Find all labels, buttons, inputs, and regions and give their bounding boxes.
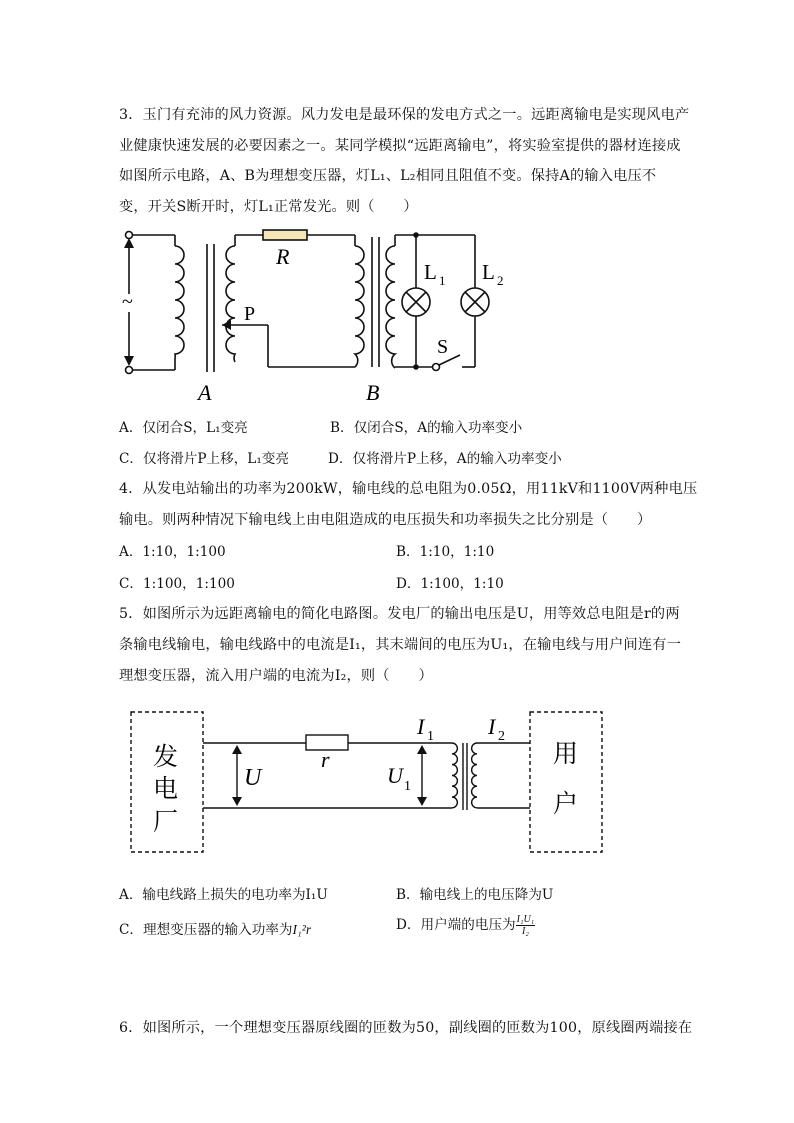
voltage-u1-subscript: 1	[404, 779, 411, 794]
slider-p-label: P	[244, 303, 256, 325]
plant-char-1: 发	[153, 744, 179, 771]
q5-option-d[interactable]	[396, 913, 535, 937]
q3-circuit-figure	[110, 222, 520, 407]
q5-option-c-text: C．理想变压器的输入功率为	[119, 922, 293, 938]
q5-line-2: 条输电线输电，输电线路中的电流是I₁，其末端间的电压为U₁，在输电线与用户间连有一	[119, 637, 682, 653]
current-i2-subscript: 2	[498, 729, 505, 744]
fraction-denominator: I₂	[522, 926, 529, 937]
q4-option-a[interactable]: A．1:10，1:100	[119, 544, 226, 560]
q3-line-4: 变，开关S断开时，灯L₁正常发光。则（ ）	[119, 199, 418, 215]
current-i1-subscript: 1	[427, 729, 434, 744]
resistor-r-label: R	[276, 244, 290, 269]
q4-option-c[interactable]: C．1:100，1:100	[119, 576, 235, 592]
plant-char-2: 电	[153, 776, 179, 803]
lamp-l1-subscript: 1	[439, 273, 446, 288]
voltage-u-label: U	[244, 765, 262, 791]
voltage-u1-label: U	[387, 763, 403, 788]
transformer-a-label: A	[198, 380, 212, 405]
q4-option-b[interactable]: B．1:10，1:10	[396, 544, 495, 560]
user-char-2: 户	[553, 791, 579, 818]
q5-transmission-figure	[125, 706, 610, 858]
q3-option-b[interactable]: B．仅闭合S，A的输入功率变小	[330, 420, 523, 436]
switch-s-label: S	[437, 336, 449, 358]
q5-option-b[interactable]: B．输电线上的电压降为U	[396, 887, 554, 903]
lamp-l2-label: L	[482, 260, 495, 284]
q5-line-1: 5．如图所示为远距离输电的简化电路图。发电厂的输出电压是U，用等效总电阻是r的两	[119, 606, 680, 622]
transformer-b-label: B	[366, 380, 380, 405]
q4-line-2: 输电。则两种情况下输电线上由电阻造成的电压损失和功率损失之比分别是（ ）	[119, 512, 652, 528]
q4-option-d[interactable]: D．1:100，1:10	[396, 576, 504, 592]
current-i1-label: I	[417, 714, 425, 739]
q5-option-a[interactable]: A．输电线路上损失的电功率为I₁U	[119, 887, 328, 903]
q4-line-1: 4．从发电站输出的功率为200kW，输电线的总电阻为0.05Ω，用11kV和1100V两种电压	[119, 481, 698, 497]
q3-option-c[interactable]: C．仅将滑片P上移，L₁变亮	[119, 451, 289, 467]
lamp-l1-label: L	[424, 260, 437, 284]
q5-option-d-fraction	[516, 914, 536, 937]
q6-line-1: 6．如图所示，一个理想变压器原线圈的匝数为50，副线圈的匝数为100，原线圈两端接在	[119, 1020, 693, 1036]
q3-option-d[interactable]: D．仅将滑片P上移，A的输入功率变小	[328, 451, 562, 467]
q5-option-c[interactable]	[119, 918, 311, 938]
plant-char-3: 厂	[153, 809, 179, 836]
lamp-l2-subscript: 2	[497, 273, 504, 288]
ac-symbol: ~	[122, 291, 133, 313]
current-i2-label: I	[488, 714, 496, 739]
q3-line-2: 业健康快速发展的必要因素之一。某同学模拟“远距离输电”，将实验室提供的器材连接成	[119, 138, 681, 154]
q5-option-c-formula: I₁²r	[292, 922, 312, 937]
q3-line-3: 如图所示电路，A、B为理想变压器，灯L₁、L₂相同且阻值不变。保持A的输入电压不	[119, 168, 657, 184]
fraction-numerator: I₁U₁	[516, 914, 535, 925]
q3-line-1: 3．玉门有充沛的风力资源。风力发电是最环保的发电方式之一。远距离输电是实现风电产	[119, 107, 690, 123]
resistance-r-label: r	[321, 747, 330, 772]
q3-option-a[interactable]: A．仅闭合S，L₁变亮	[119, 420, 248, 436]
q5-option-d-text: D．用户端的电压为	[396, 917, 516, 933]
user-char-1: 用	[553, 741, 579, 768]
q5-line-3: 理想变压器，流入用户端的电流为I₂，则（ ）	[119, 668, 433, 684]
